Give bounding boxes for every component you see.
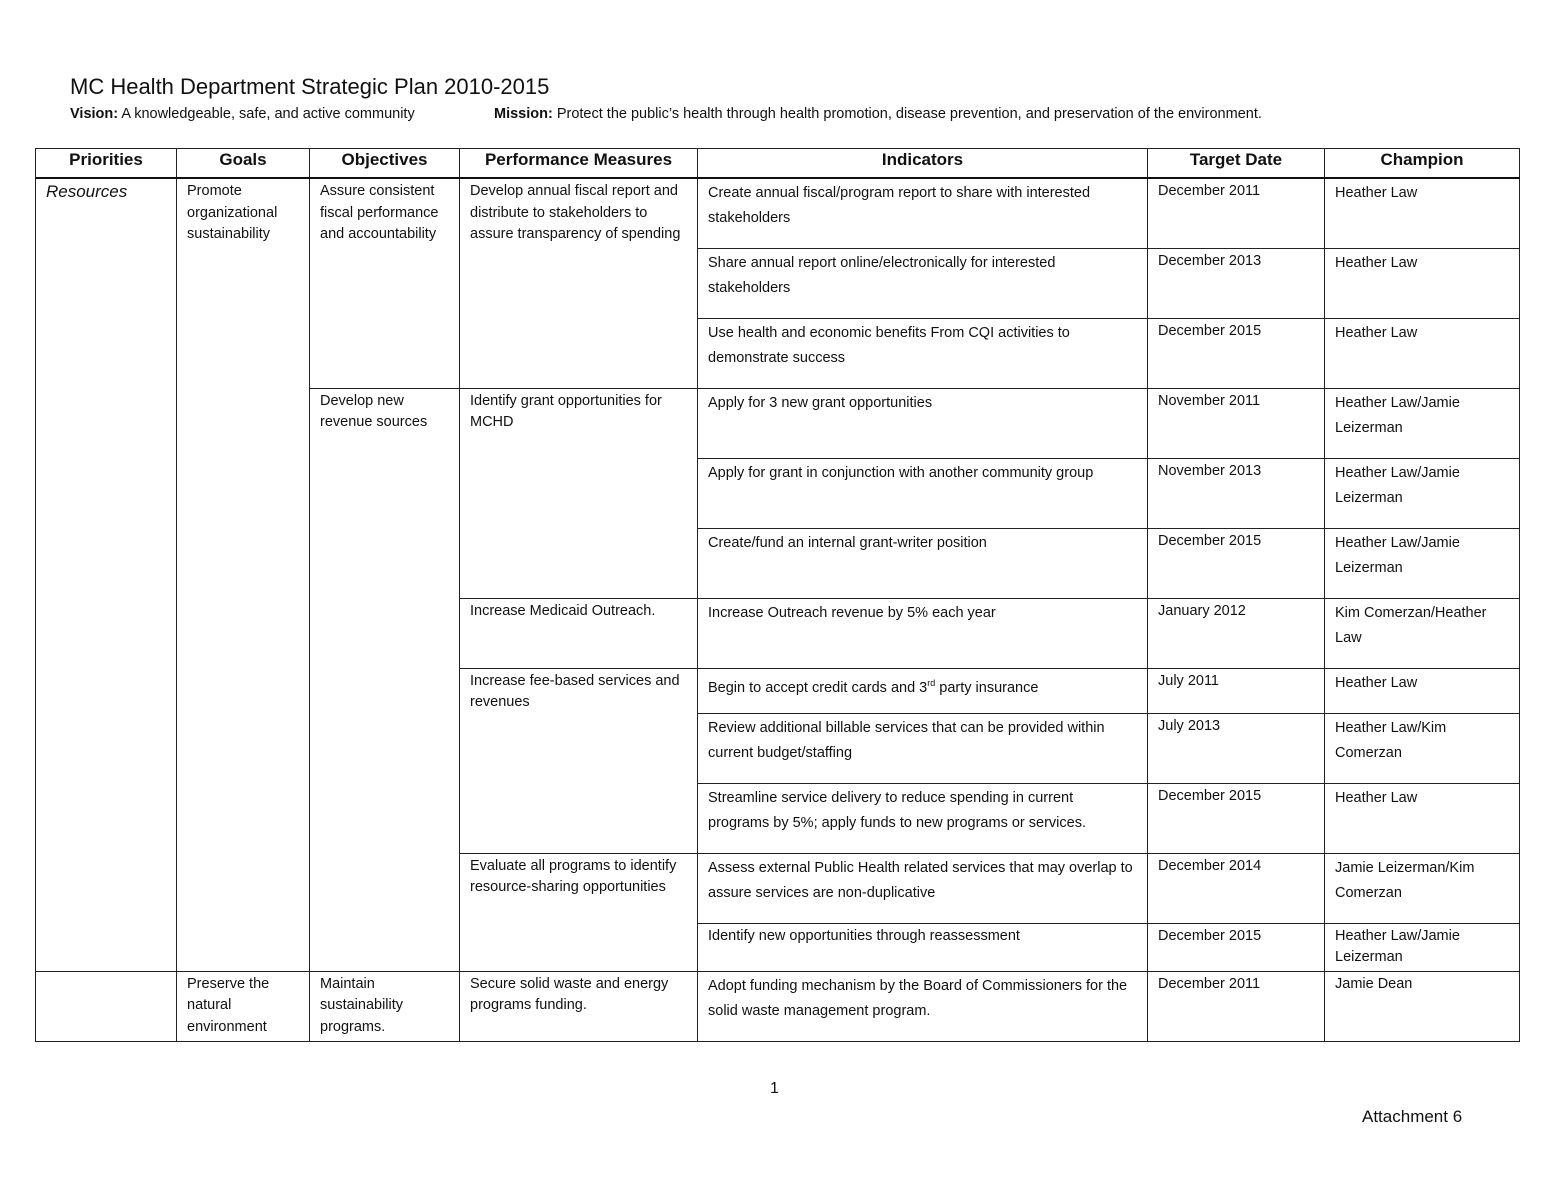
indicator-cell: Review additional billable services that can be provided within current budget/staffing: [698, 713, 1148, 783]
goal-cell: Promote organizational sustainability: [177, 178, 310, 971]
attachment-label: Attachment 6: [1362, 1107, 1463, 1126]
champion-cell: Jamie Leizerman/Kim Comerzan: [1325, 853, 1520, 923]
vision-label: Vision:: [70, 106, 119, 122]
measure-cell: Develop annual fiscal report and distribute to stakeholders to assure transparency of spending: [460, 178, 698, 388]
target-date-cell: July 2013: [1148, 713, 1325, 783]
indicator-cell: Apply for 3 new grant opportunities: [698, 388, 1148, 458]
measure-cell: Identify grant opportunities for MCHD: [460, 388, 698, 598]
indicator-text: Begin to accept credit cards and 3: [708, 679, 928, 696]
column-header: Performance Measures: [460, 149, 698, 179]
mission-text: Protect the public’s health through health promotion, disease prevention, and preservation of the environment.: [556, 106, 1262, 122]
indicator-cell: Create/fund an internal grant-writer position: [698, 528, 1148, 598]
champion-cell: Heather Law: [1325, 318, 1520, 388]
target-date-cell: December 2013: [1148, 248, 1325, 318]
column-header: Goals: [177, 149, 310, 179]
target-date-cell: December 2011: [1148, 178, 1325, 248]
column-header: Priorities: [36, 149, 177, 179]
indicator-cell: Use health and economic benefits From CQI activities to demonstrate success: [698, 318, 1148, 388]
target-date-cell: December 2014: [1148, 853, 1325, 923]
indicator-text: party insurance: [935, 679, 1039, 696]
champion-cell: Heather Law/Jamie Leizerman: [1325, 528, 1520, 598]
indicator-cell: Increase Outreach revenue by 5% each year: [698, 598, 1148, 668]
indicator-cell: Assess external Public Health related services that may overlap to assure services are non-duplicative: [698, 853, 1148, 923]
champion-cell: Heather Law/Jamie Leizerman: [1325, 923, 1520, 971]
vision-statement: [70, 106, 415, 122]
target-date-cell: December 2015: [1148, 923, 1325, 971]
column-header: Champion: [1325, 149, 1520, 179]
champion-cell: Heather Law: [1325, 248, 1520, 318]
objective-cell: Assure consistent fiscal performance and accountability: [310, 178, 460, 388]
superscript: rd: [927, 677, 936, 688]
target-date-cell: November 2011: [1148, 388, 1325, 458]
champion-cell: Kim Comerzan/Heather Law: [1325, 598, 1520, 668]
column-header: Objectives: [310, 149, 460, 179]
target-date-cell: December 2011: [1148, 971, 1325, 1041]
champion-cell: Heather Law/Jamie Leizerman: [1325, 458, 1520, 528]
target-date-cell: December 2015: [1148, 528, 1325, 598]
target-date-cell: November 2013: [1148, 458, 1325, 528]
indicator-cell: [698, 668, 1148, 713]
champion-cell: Jamie Dean: [1325, 971, 1520, 1041]
champion-cell: Heather Law/Kim Comerzan: [1325, 713, 1520, 783]
indicator-cell: Identify new opportunities through reassessment: [698, 923, 1148, 971]
strategic-plan-table: [35, 148, 1520, 1042]
mission-label: Mission:: [494, 106, 553, 122]
target-date-cell: January 2012: [1148, 598, 1325, 668]
priority-cell: Resources: [36, 178, 177, 971]
indicator-cell: Streamline service delivery to reduce spending in current programs by 5%; apply funds to new programs or services.: [698, 783, 1148, 853]
measure-cell: Increase Medicaid Outreach.: [460, 598, 698, 668]
table-row: [36, 178, 1520, 248]
measure-cell: Increase fee-based services and revenues: [460, 668, 698, 853]
objective-cell: Maintain sustainability programs.: [310, 971, 460, 1041]
vision-text: A knowledgeable, safe, and active community: [121, 106, 415, 122]
measure-cell: Evaluate all programs to identify resource-sharing opportunities: [460, 853, 698, 971]
indicator-cell: Create annual fiscal/program report to share with interested stakeholders: [698, 178, 1148, 248]
objective-cell: Develop new revenue sources: [310, 388, 460, 971]
mission-statement: [494, 106, 1262, 122]
target-date-cell: July 2011: [1148, 668, 1325, 713]
column-header: Target Date: [1148, 149, 1325, 179]
table-header-row: [36, 149, 1520, 179]
table-row: [36, 971, 1520, 1041]
measure-cell: Secure solid waste and energy programs funding.: [460, 971, 698, 1041]
champion-cell: Heather Law/Jamie Leizerman: [1325, 388, 1520, 458]
champion-cell: Heather Law: [1325, 783, 1520, 853]
target-date-cell: December 2015: [1148, 318, 1325, 388]
goal-cell: Preserve the natural environment: [177, 971, 310, 1041]
page-title: MC Health Department Strategic Plan 2010-2015: [70, 74, 550, 99]
priority-cell: [36, 971, 177, 1041]
column-header: Indicators: [698, 149, 1148, 179]
indicator-cell: Apply for grant in conjunction with another community group: [698, 458, 1148, 528]
champion-cell: Heather Law: [1325, 668, 1520, 713]
page-number: 1: [770, 1080, 779, 1097]
indicator-cell: Share annual report online/electronically for interested stakeholders: [698, 248, 1148, 318]
indicator-cell: Adopt funding mechanism by the Board of Commissioners for the solid waste management program.: [698, 971, 1148, 1041]
champion-cell: Heather Law: [1325, 178, 1520, 248]
target-date-cell: December 2015: [1148, 783, 1325, 853]
